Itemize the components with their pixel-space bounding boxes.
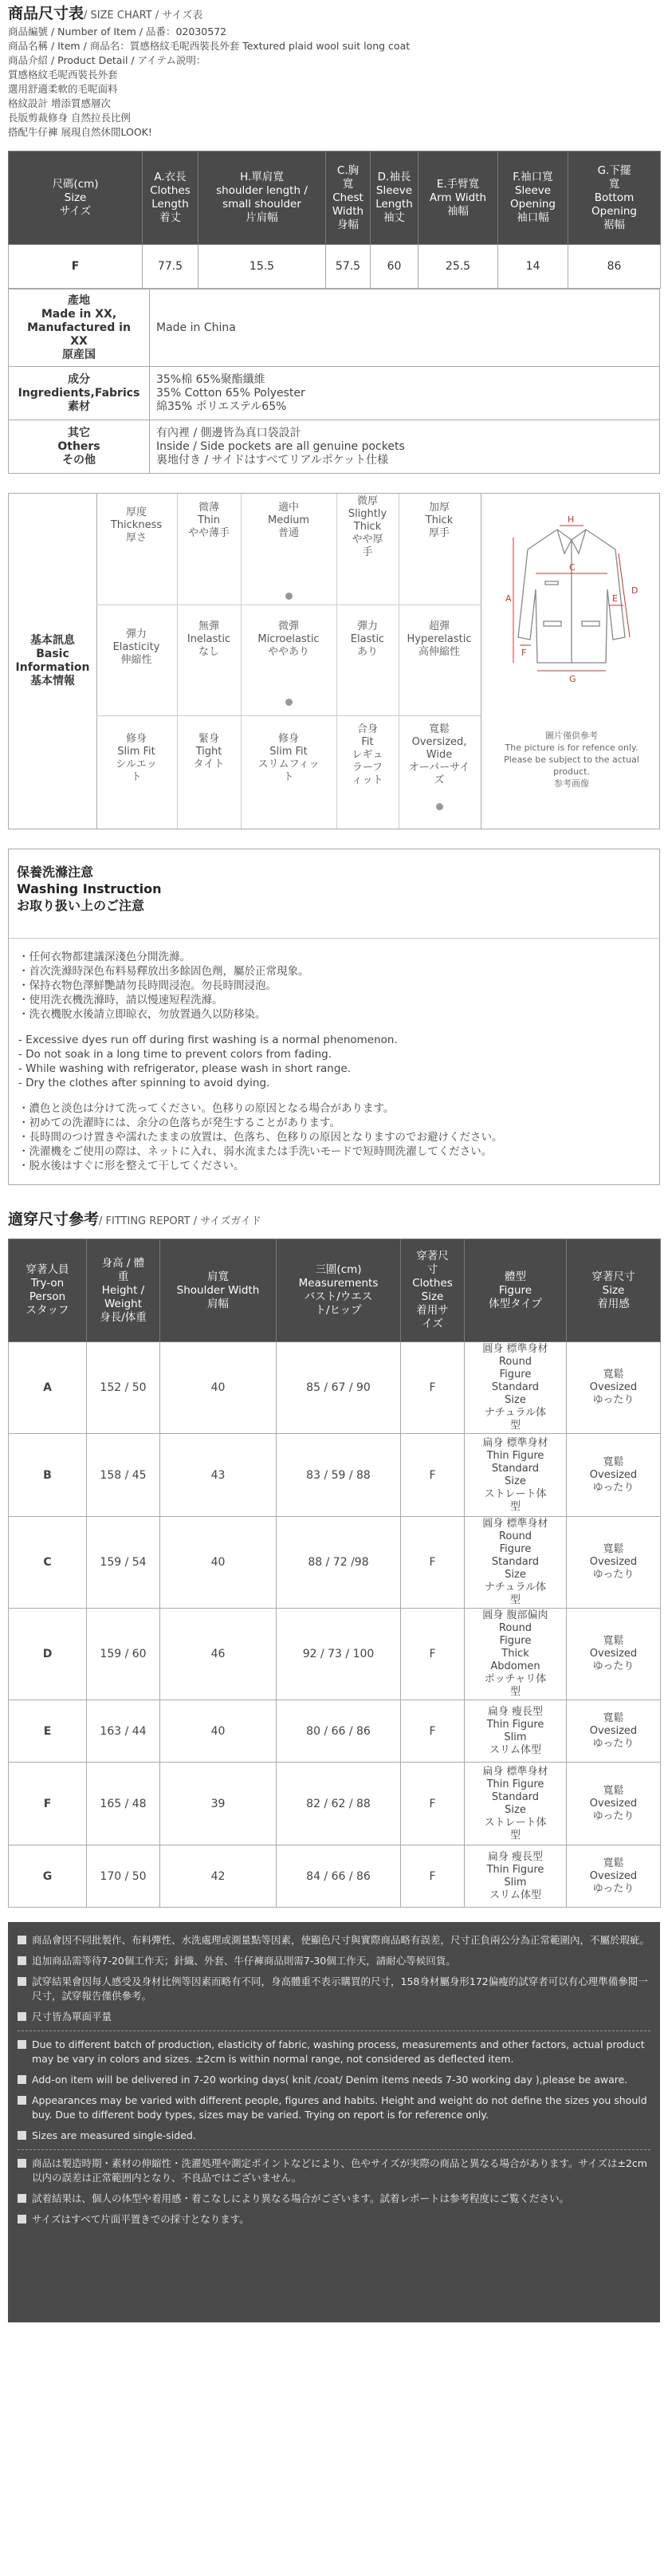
note-item: Due to different batch of production, elasticity of fabric, washing process, measurements and other factors, actual product may be vary in colors and sizes. ±2cm is within normal range, not considered as deflected item. [18,2038,650,2066]
basic-info-section [8,493,660,829]
fit-size-cell: 寬鬆 Ovesized ゆったり [567,1700,661,1763]
figure-cell: 扁身 標準身材 Thin Figure Standard Size ストレート体 型 [465,1434,567,1517]
table-cell: 77.5 [143,245,198,289]
table-cell: 163 / 44 [87,1700,160,1763]
fitting-header-row [9,1239,661,1342]
table-cell: 159 / 60 [87,1609,160,1700]
table-cell: F [401,1434,465,1517]
slim-fit-selected-dot [436,803,443,810]
header-height-weight: 身高 / 體 重 Height / Weight 身長/体重 [87,1239,160,1342]
size-row [9,245,661,289]
table-cell: F [401,1609,465,1700]
size-chart-header-row [9,152,661,245]
bullet-icon [18,2096,26,2105]
fitting-report-table [8,1239,661,1908]
figure-cell: 圓身 標準身材 Round Figure Standard Size ナチュラル体 型 [465,1342,567,1434]
diagram-letter: C [569,562,576,573]
fitting-report-title: 適穿尺寸參考/ FITTING REPORT / サイズガイド [8,1211,261,1228]
table-cell: 86 [568,245,661,289]
table-cell: 85 / 67 / 90 [277,1342,401,1434]
option-oversized: 寬鬆 Oversized, Wide オーバーサイ ズ [408,723,470,786]
care-line: ・濃色と淡色は分けて洗ってください。色移りの原因となる場合があります。 [18,1102,395,1115]
basic-info-label: 基本訊息 Basic Information 基本情報 [9,494,97,829]
header-clothes-size: 穿著尺 寸 Clothes Size 着用サ イズ [401,1239,465,1342]
header-sleeve-length: D.袖長 Sleeve Length 袖丈 [371,152,418,245]
thickness-row [96,494,481,605]
option-elastic: 彈力 Elastic あり [350,620,385,658]
bullet-icon [18,2194,26,2203]
fit-size-cell: 寬鬆 Ovesized ゆったり [567,1609,661,1700]
care-line: ・脱水後はすぐに形を整えて干してください。 [18,1160,245,1172]
fit-size-cell: 寬鬆 Ovesized ゆったり [567,1763,661,1845]
diagram-letter: H [568,514,575,525]
meta-row-ingredients [9,367,660,420]
thickness-label: 厚度 Thickness 厚さ [110,506,163,544]
table-cell: 82 / 62 / 88 [277,1763,401,1845]
option-medium: 適中 Medium 普通 [268,502,309,539]
bullet-icon [18,2215,26,2223]
product-page [8,0,660,2322]
figure-cell: 扁身 標準身材 Thin Figure Standard Size ストレート体 型 [465,1763,567,1845]
header-size: 尺碼(cm) Size サイズ [9,152,143,245]
fitting-row [9,1700,661,1763]
table-cell: 158 / 45 [87,1434,160,1517]
info-line: 選用舒適柔軟的毛呢面料 [8,83,118,95]
care-line: - While washing with refrigerator, please wash in short range. [18,1062,352,1075]
table-cell: 152 / 50 [87,1342,160,1434]
bullet-icon [18,1977,26,1986]
option-microelastic: 微彈 Microelastic ややあり [257,620,320,658]
header-sleeve-opening: F.袖口寬 Sleeve Opening 袖口幅 [498,152,568,245]
person-cell: D [9,1609,87,1700]
fit-size-cell: 寬鬆 Ovesized ゆったり [567,1342,661,1434]
note-item: 試穿結果會因每人感受及身材比例等因素而略有不同，身高體重不表示購買的尺寸，158身材屬身形172偏瘦的試穿者可以有心理準備參閱一尺寸，試穿報告僅供參考。 [18,1975,650,2003]
meta-key: 成分 Ingredients,Fabrics 素材 [9,367,150,420]
meta-row-origin [9,290,660,367]
note-item: 追加商品需等待7-20個工作天；針織、外套、牛仔褲商品則需7-30個工作天，請耐心等候回貨。 [18,1954,650,1968]
bullet-icon [18,2159,26,2168]
header-fit-size: 穿著尺寸 Size 着用感 [567,1239,661,1342]
fitting-row [9,1845,661,1908]
table-cell: F [401,1517,465,1609]
option-slim-fit: 修身 Slim Fit スリムフィッ ト [257,733,320,783]
header-person: 穿著人員 Try-on Person スタッフ [9,1239,87,1342]
table-cell: 40 [160,1342,277,1434]
table-cell: 80 / 66 / 86 [277,1700,401,1763]
table-cell: 40 [160,1700,277,1763]
info-line: 商品名稱 / Item / 商品名：質感格紋毛呢西裝長外套 Textured plaid wool suit long coat [8,40,411,52]
table-cell: 25.5 [418,245,498,289]
table-cell: 14 [498,245,568,289]
size-chart-title: 商品尺寸表/ SIZE CHART / サイズ表 [8,5,203,22]
header-shoulder-width: 肩寬 Shoulder Width 肩幅 [160,1239,277,1342]
care-line: ・長時間のつけ置きや濡れたままの放置は、色落ち、色移りの原因となりますのでお避けください。 [18,1131,503,1144]
table-cell: 84 / 66 / 86 [277,1845,401,1908]
table-cell: 46 [160,1609,277,1700]
table-cell: 83 / 59 / 88 [277,1434,401,1517]
option-slightly-thick: 微厚 Slightly Thick やや厚 手 [348,495,387,558]
table-cell: 92 / 73 / 100 [277,1609,401,1700]
header-arm-width: E.手臂寬 Arm Width 袖幅 [418,152,498,245]
diagram-letter: A [505,593,512,604]
table-cell: 43 [160,1434,277,1517]
table-cell: F [401,1763,465,1845]
care-line: - Excessive dyes run off during first washing is a normal phenomenon. [18,1034,398,1046]
elasticity-selected-dot [285,699,293,706]
thickness-selected-dot [285,593,293,600]
option-thick: 加厚 Thick 厚手 [425,502,454,539]
fit-size-cell: 寬鬆 Ovesized ゆったり [567,1517,661,1609]
fitting-row [9,1763,661,1845]
table-cell: 39 [160,1763,277,1845]
fitting-row [9,1342,661,1434]
option-thin: 微薄 Thin やや薄手 [187,502,230,539]
fitting-row [9,1609,661,1700]
note-item: 尺寸皆為單面平量 [18,2010,650,2024]
info-line: 商品介紹 / Product Detail / アイテム説明： [8,54,206,66]
info-line: 商品編號 / Number of Item / 品番：02030572 [8,26,227,37]
bullet-icon [18,2012,26,2021]
header-clothes-length: A.衣長 Clothes Length 着丈 [143,152,198,245]
person-cell: C [9,1517,87,1609]
fitting-row [9,1517,661,1609]
care-line: - Dry the clothes after spinning to avoid dying. [18,1077,270,1089]
figure-cell: 圓身 腹部偏肉 Round Figure Thick Abdomen ポッチャリ体 型 [465,1609,567,1700]
meta-key: 產地 Made in XX, Manufactured in XX 原産国 [9,290,150,367]
header-shoulder: H.單肩寬 shoulder length / small shoulder 片肩幅 [198,152,326,245]
table-cell: 57.5 [326,245,371,289]
diagram-letter: D [631,585,639,596]
care-line: ・使用洗衣機洗滌時，請以慢速短程洗滌。 [18,994,223,1006]
care-line: ・任何衣物都建議深淺色分開洗滌。 [18,951,191,963]
person-cell: B [9,1434,87,1517]
person-cell: F [9,1763,87,1845]
bullet-icon [18,2131,26,2140]
table-cell: 42 [160,1845,277,1908]
note-item: Sizes are measured single-sided. [18,2129,650,2143]
washing-instruction-list [9,938,659,1184]
note-item: Add-on item will be delivered in 7-20 working days( knit /coat/ Denim items needs 7-30 working day ),please be aware. [18,2073,650,2087]
header-figure: 體型 Figure 体型タイプ [465,1239,567,1342]
attribute-grid [96,494,481,829]
elasticity-row [96,605,481,716]
note-item: 商品會因不同批製作、布料彈性、水洗處理或測量點等因素，使顯色尺寸與實際商品略有誤差，尺寸正負兩公分為正常範圍內，不屬於瑕疵。 [18,1933,650,1948]
note-item: 試着結果は、個人の体型や着用感・着こなしにより異なる場合がございます。試着レポートは参考程度にご覧ください。 [18,2192,650,2206]
table-cell: 159 / 54 [87,1517,160,1609]
elasticity-label: 彈力 Elasticity 伸縮性 [112,628,160,666]
figure-cell: 扁身 瘦長型 Thin Figure Slim スリム体型 [465,1700,567,1763]
product-meta-table [8,289,660,474]
info-line: 搭配牛仔褲 展現自然休閒LOOK! [8,126,152,138]
diagram-reference-note: 圖片僅供參考 The picture is for refence only. Please be subject to the actual product. 参考画像 [504,731,639,789]
option-regular-fit: 合身 Fit レギュ ラーフ ィット [352,723,383,786]
table-cell: 165 / 48 [87,1763,160,1845]
table-cell: 15.5 [198,245,326,289]
care-line: - Do not soak in a long time to prevent colors from fading. [18,1048,332,1061]
header-measurements: 三圍(cm) Measurements バスト/ウエス ト/ヒップ [277,1239,401,1342]
figure-cell: 圓身 標準身材 Round Figure Standard Size ナチュラル体 型 [465,1517,567,1609]
care-line: ・初めての洗濯時には、余分の色落ちが発生することがあります。 [18,1117,340,1129]
person-cell: G [9,1845,87,1908]
measurement-diagram [481,494,662,829]
washing-instruction-section [8,849,660,1185]
note-item: 商品は製造時期・素材の伸縮性・洗濯処理や測定ポイントなどにより、色やサイズが実際の商品と異なる場合があります。サイズは±2cm以内の誤差は正常範囲内となり、不良品ではございません。 [18,2157,650,2185]
table-cell: 60 [371,245,418,289]
diagram-letter: F [521,648,527,658]
product-info [8,25,660,140]
table-cell: F [401,1845,465,1908]
jacket-illustration [481,494,662,725]
size-chart-table [8,151,661,289]
person-cell: E [9,1700,87,1763]
info-line: 長版剪裁修身 自然拉長比例 [8,112,131,124]
table-cell: 40 [160,1517,277,1609]
header-bottom-opening: G.下擺 寬 Bottom Opening 裾幅 [568,152,661,245]
care-line: ・洗濯機をご使用の際は、ネットに入れ、弱水流または手洗いモードで短時間洗濯してください。 [18,1145,493,1158]
table-cell: 88 / 72 /98 [277,1517,401,1609]
fit-size-cell: 寬鬆 Ovesized ゆったり [567,1845,661,1908]
fit-size-cell: 寬鬆 Ovesized ゆったり [567,1434,661,1517]
slim-fit-row [96,715,481,828]
option-hyperelastic: 超彈 Hyperelastic 高伸縮性 [407,620,472,658]
meta-row-others [9,420,660,474]
diagram-letter: G [569,674,576,684]
slim-fit-label: 修身 Slim Fit シルエッ ト [116,733,157,783]
diagram-letter: E [612,593,618,604]
fitting-row [9,1434,661,1517]
option-inelastic: 無彈 Inelastic なし [187,620,231,658]
table-cell: F [401,1342,465,1434]
table-cell: 170 / 50 [87,1845,160,1908]
table-cell: F [401,1700,465,1763]
header-chest: C.胸 寬 Chest Width 身幅 [326,152,371,245]
washing-title: 保養洗滌注意 Washing Instruction お取り扱い上のご注意 [17,865,162,913]
notes-section [8,1922,660,2322]
note-item: Appearances may be varied with different people, figures and habits. Height and weight do not define the sizes you should buy. Due to different body types, sizes may be varied. Trying on report is for reference only. [18,2093,650,2122]
note-item: サイズはすべて片面平置きでの採寸となります。 [18,2212,650,2227]
care-line: ・保持衣物色澤鮮艷請勿長時間浸泡。勿長時間浸泡。 [18,979,277,992]
figure-cell: 扁身 瘦長型 Thin Figure Slim スリム体型 [465,1845,567,1908]
info-line: 質感格紋毛呢西裝長外套 [8,69,118,81]
info-line: 格紋設計 增添質感層次 [8,97,111,109]
meta-value: Made in China [150,290,660,367]
meta-value: 有內裡 / 側邊皆為真口袋設計 Inside / Side pockets are all genuine pockets 裏地付き / サイドはすべてリアルポケット仕様 [150,420,660,474]
bullet-icon [18,1956,26,1965]
bullet-icon [18,2075,26,2084]
care-line: ・洗衣機脫水後請立即晾衣，勿放置過久以防移染。 [18,1008,266,1021]
meta-value: 35%棉 65%聚酯纖維 35% Cotton 65% Polyester 綿35% ポリエステル65% [150,367,660,420]
person-cell: A [9,1342,87,1434]
option-tight: 緊身 Tight タイト [193,733,225,770]
care-line: ・首次洗滌時深色布料易釋放出多餘固色劑，屬於正常現象。 [18,965,309,978]
bullet-icon [18,2040,26,2049]
meta-key: 其它 Others その他 [9,420,150,474]
table-cell: F [9,245,143,289]
bullet-icon [18,1936,26,1944]
